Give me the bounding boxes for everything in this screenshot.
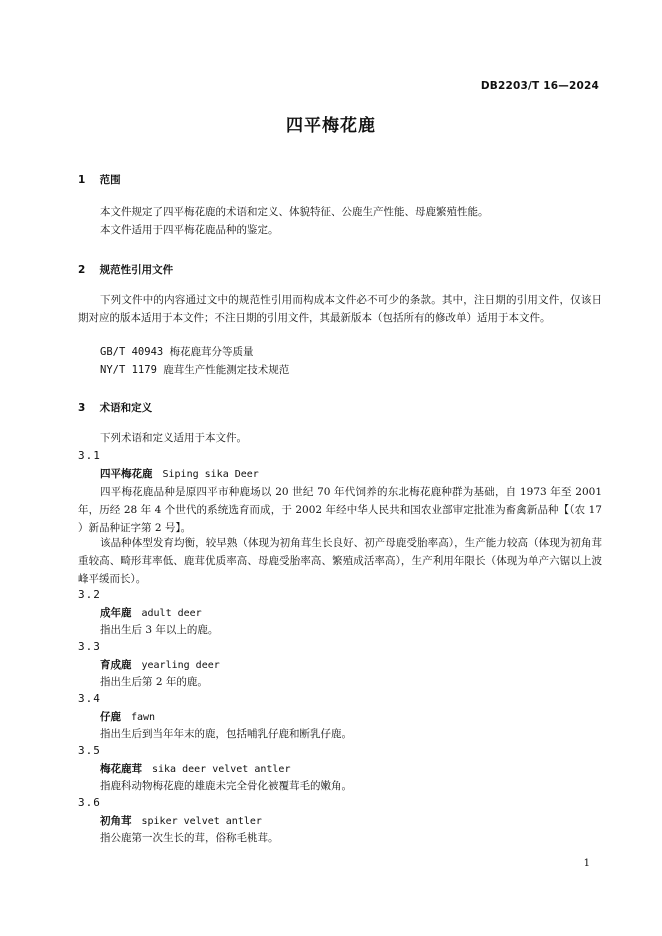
section-3-heading	[78, 400, 152, 415]
term-yearling-deer	[100, 657, 220, 672]
term-spiker-velvet-antler	[100, 813, 262, 828]
reference-gbt-40943: GB/T 40943 梅花鹿茸分等质量	[100, 346, 254, 358]
term-en: adult deer	[141, 608, 202, 619]
term-number: 3.1	[78, 449, 101, 462]
section-1-heading	[78, 172, 121, 187]
section-3-intro: 下列术语和定义适用于本文件。	[100, 432, 247, 444]
term-definition: 指鹿科动物梅花鹿的雄鹿未完全骨化被覆茸毛的嫩角。	[100, 780, 352, 792]
term-definition: 四平梅花鹿品种是原四平市种鹿场以 20 世纪 70 年代饲养的东北梅花鹿种群为基础，自 1973 年至 2001 年，历经 28 年 4 个世代的系统选育而成，于 2002 年经中华人民共和国农业部审定批准为畜禽新品种【（农 17 ）新品种证字第 2 号】。	[78, 486, 602, 534]
term-en: fawn	[131, 712, 156, 723]
section-title: 规范性引用文件	[99, 264, 174, 276]
term-zh: 梅花鹿茸	[100, 763, 142, 775]
term-definition: 指出生后到当年年末的鹿，包括哺乳仔鹿和断乳仔鹿。	[100, 728, 352, 740]
section-1-paragraph-2: 本文件适用于四平梅花鹿品种的鉴定。	[100, 224, 279, 236]
term-number: 3.2	[78, 588, 101, 601]
term-siping-sika-deer	[100, 466, 259, 481]
term-zh: 四平梅花鹿	[100, 468, 153, 480]
page-number: 1	[583, 858, 590, 869]
term-definition: 指出生后 3 年以上的鹿。	[100, 624, 219, 636]
term-fawn	[100, 709, 155, 724]
section-1-paragraph-1: 本文件规定了四平梅花鹿的术语和定义、体貌特征、公鹿生产性能、母鹿繁殖性能。	[100, 206, 489, 218]
term-zh: 初角茸	[100, 815, 132, 827]
term-zh: 仔鹿	[100, 711, 121, 723]
term-en: yearling deer	[141, 660, 220, 671]
section-2-heading	[78, 262, 173, 277]
term-zh: 育成鹿	[100, 659, 132, 671]
section-number: 1	[78, 174, 86, 186]
term-number: 3.3	[78, 640, 101, 653]
term-definition: 该品种体型发育均衡，较早熟（体现为初角茸生长良好、初产母鹿受胎率高），生产能力较高（体现为初角茸重较高、畸形茸率低、鹿茸优质率高、母鹿受胎率高、繁殖成活率高），生产利用年限长（体现为单产六锯以上波峰平缓而长）。	[78, 537, 602, 585]
section-title: 术语和定义	[99, 402, 153, 414]
term-number: 3.5	[78, 744, 101, 757]
section-2-intro: 下列文件中的内容通过文中的规范性引用而构成本文件必不可少的条款。其中，注日期的引用文件，仅该日期对应的版本适用于本文件；不注日期的引用文件，其最新版本（包括所有的修改单）适用于本文件。	[78, 294, 602, 324]
term-en: Siping sika Deer	[162, 469, 259, 480]
section-title: 范围	[99, 174, 121, 186]
reference-nyt-1179: NY/T 1179 鹿茸生产性能测定技术规范	[100, 364, 290, 376]
term-en: spiker velvet antler	[141, 816, 262, 827]
term-definition: 指公鹿第一次生长的茸，俗称毛桃茸。	[100, 832, 279, 844]
term-adult-deer	[100, 605, 202, 620]
term-number: 3.4	[78, 692, 101, 705]
document-number: DB2203/T 16—2024	[480, 80, 599, 92]
document-title: 四平梅花鹿	[286, 116, 376, 136]
term-number: 3.6	[78, 796, 101, 809]
section-number: 2	[78, 264, 86, 276]
term-zh: 成年鹿	[100, 607, 132, 619]
term-sika-deer-velvet-antler	[100, 761, 290, 776]
section-number: 3	[78, 402, 86, 414]
term-definition: 指出生后第 2 年的鹿。	[100, 676, 208, 688]
term-en: sika deer velvet antler	[152, 764, 291, 775]
